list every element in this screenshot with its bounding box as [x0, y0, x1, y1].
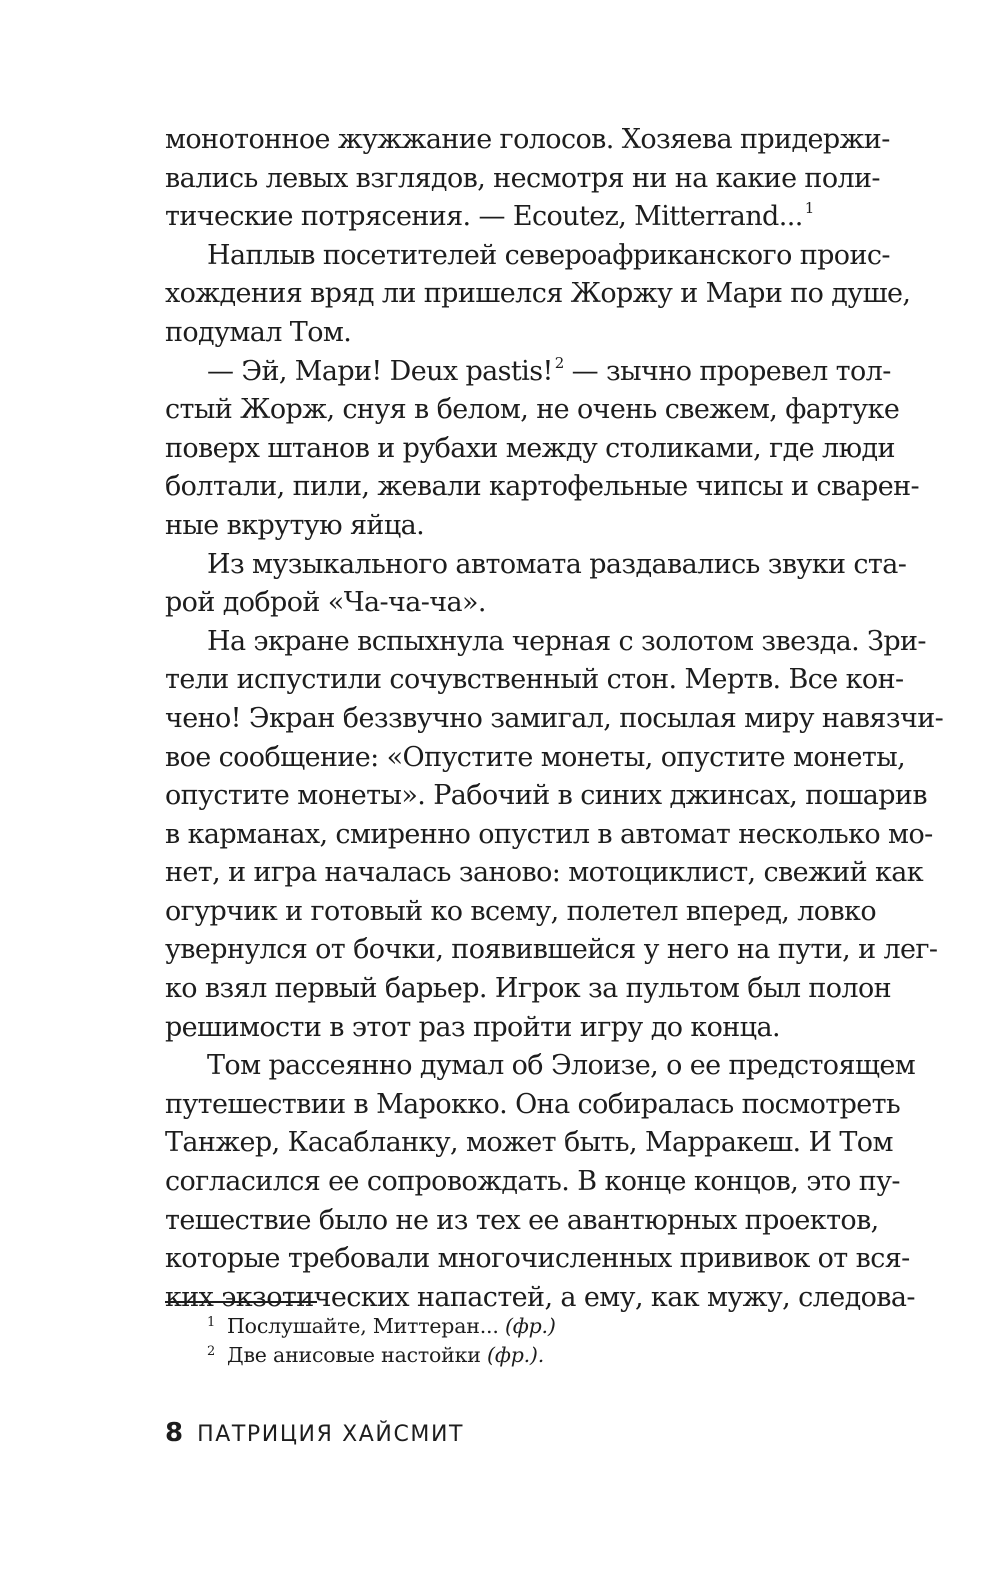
- line-text: опустите монеты». Рабочий в синих джинсах, пошарив: [165, 780, 927, 812]
- text-line: [165, 1163, 900, 1202]
- line-text: увернулся от бочки, появившейся у него на пути, и лег-: [165, 934, 938, 966]
- text-line: [165, 931, 938, 970]
- text-line: [165, 1086, 901, 1125]
- line-text: вое сообщение: «Опустите монеты, опустите монеты,: [165, 741, 906, 773]
- footnote-reference: 2: [554, 353, 564, 372]
- line-text: тические потрясения. — Ecoutez, Mitterrand...: [165, 201, 803, 233]
- line-text: огурчик и готовый ко всему, полетел вперед, ловко: [165, 895, 876, 927]
- text-line: [165, 275, 911, 314]
- line-text: На экране вспыхнула черная с золотом звезда. Зри-: [207, 625, 926, 657]
- line-text: нет, и игра началась заново: мотоциклист, свежий как: [165, 857, 924, 889]
- text-line: [165, 1240, 910, 1279]
- text-line: [165, 121, 890, 160]
- line-text: вались левых взглядов, несмотря ни на какие поли-: [165, 162, 880, 194]
- footnote-1: 1 Послушайте, Миттеран... (фр.): [207, 1314, 556, 1338]
- line-text: Танжер, Касабланку, может быть, Марракеш. И Том: [165, 1127, 893, 1159]
- line-text: болтали, пили, жевали картофельные чипсы и сварен-: [165, 471, 920, 503]
- line-text: в карманах, смиренно опустил в автомат несколько мо-: [165, 818, 933, 850]
- text-line: [165, 777, 927, 816]
- running-footer: [165, 1413, 464, 1453]
- text-line: [165, 661, 904, 700]
- text-line: [165, 546, 907, 585]
- line-text: ко взял первый барьер. Игрок за пультом был полон: [165, 973, 892, 1005]
- footnote-text: Две анисовые настойки: [227, 1343, 488, 1367]
- text-line: [165, 1124, 893, 1163]
- line-text: монотонное жужжание голосов. Хозяева придержи-: [165, 124, 890, 155]
- footnote-reference: 1: [804, 199, 814, 218]
- text-line: [165, 700, 944, 739]
- line-text: ких экзотических напастей, а ему, как мужу, следова-: [165, 1281, 915, 1313]
- text-line: [165, 854, 924, 893]
- text-line: [165, 970, 892, 1009]
- page-number: 8: [165, 1418, 184, 1448]
- text-line: [165, 160, 880, 199]
- text-line: [165, 430, 895, 469]
- text-line: [165, 893, 875, 932]
- footnotes: [207, 1312, 867, 1370]
- line-text: хождения вряд ли пришелся Жоржу и Мари по душе,: [165, 278, 911, 310]
- text-line: [165, 353, 891, 392]
- footnote-text: Послушайте, Миттеран...: [227, 1314, 505, 1338]
- text-line: [165, 1202, 879, 1241]
- footnote-language-note: (фр.): [504, 1314, 556, 1338]
- line-text: тешествие было не из тех ее авантюрных проектов,: [165, 1204, 879, 1236]
- text-line: [165, 237, 890, 276]
- author-name: ПАТРИЦИЯ ХАЙСМИТ: [197, 1422, 465, 1447]
- footnote-language-note: (фр.).: [487, 1343, 545, 1367]
- line-text: рой доброй «Ча-ча-ча».: [165, 587, 486, 619]
- text-line: [165, 1047, 916, 1086]
- line-text: Том рассеянно думал об Элоизе, о ее предстоящем: [207, 1050, 916, 1082]
- text-line: [165, 816, 933, 855]
- line-text: путешествии в Марокко. Она собиралась посмотреть: [165, 1088, 901, 1120]
- line-text: ные вкрутую яйца.: [165, 509, 425, 541]
- footnote-2: 2 Две анисовые настойки (фр.).: [207, 1343, 545, 1367]
- line-text: согласился ее сопровождать. В конце концов, это пу-: [165, 1166, 900, 1198]
- text-line: [165, 391, 900, 430]
- footnote-divider: [165, 1301, 317, 1303]
- line-text: Наплыв посетителей североафриканского проис-: [207, 239, 890, 271]
- line-text: — Эй, Мари! Deux pastis!: [207, 355, 553, 387]
- line-text: тели испустили сочувственный стон. Мертв. Все кон-: [165, 664, 904, 696]
- line-text: решимости в этот раз пройти игру до конца.: [165, 1011, 780, 1043]
- text-line: [165, 739, 906, 778]
- text-line: [165, 623, 926, 662]
- line-text-continuation: — зычно проревел тол-: [563, 355, 891, 387]
- text-line: [165, 314, 875, 353]
- line-text: Из музыкального автомата раздавались звуки ста-: [207, 548, 907, 580]
- line-text: поверх штанов и рубахи между столиками, где люди: [165, 432, 895, 464]
- text-line: [165, 468, 920, 507]
- text-line: [165, 507, 875, 546]
- text-line: [165, 584, 875, 623]
- text-line: [165, 1009, 875, 1048]
- line-text: чено! Экран беззвучно замигал, посылая миру навязчи-: [165, 702, 944, 734]
- text-line: [165, 198, 875, 237]
- line-text: подумал Том.: [165, 316, 352, 348]
- line-text: стый Жорж, снуя в белом, не очень свежем, фартуке: [165, 394, 900, 426]
- body-text: [165, 121, 944, 1317]
- line-text: которые требовали многочисленных прививок от вся-: [165, 1243, 910, 1275]
